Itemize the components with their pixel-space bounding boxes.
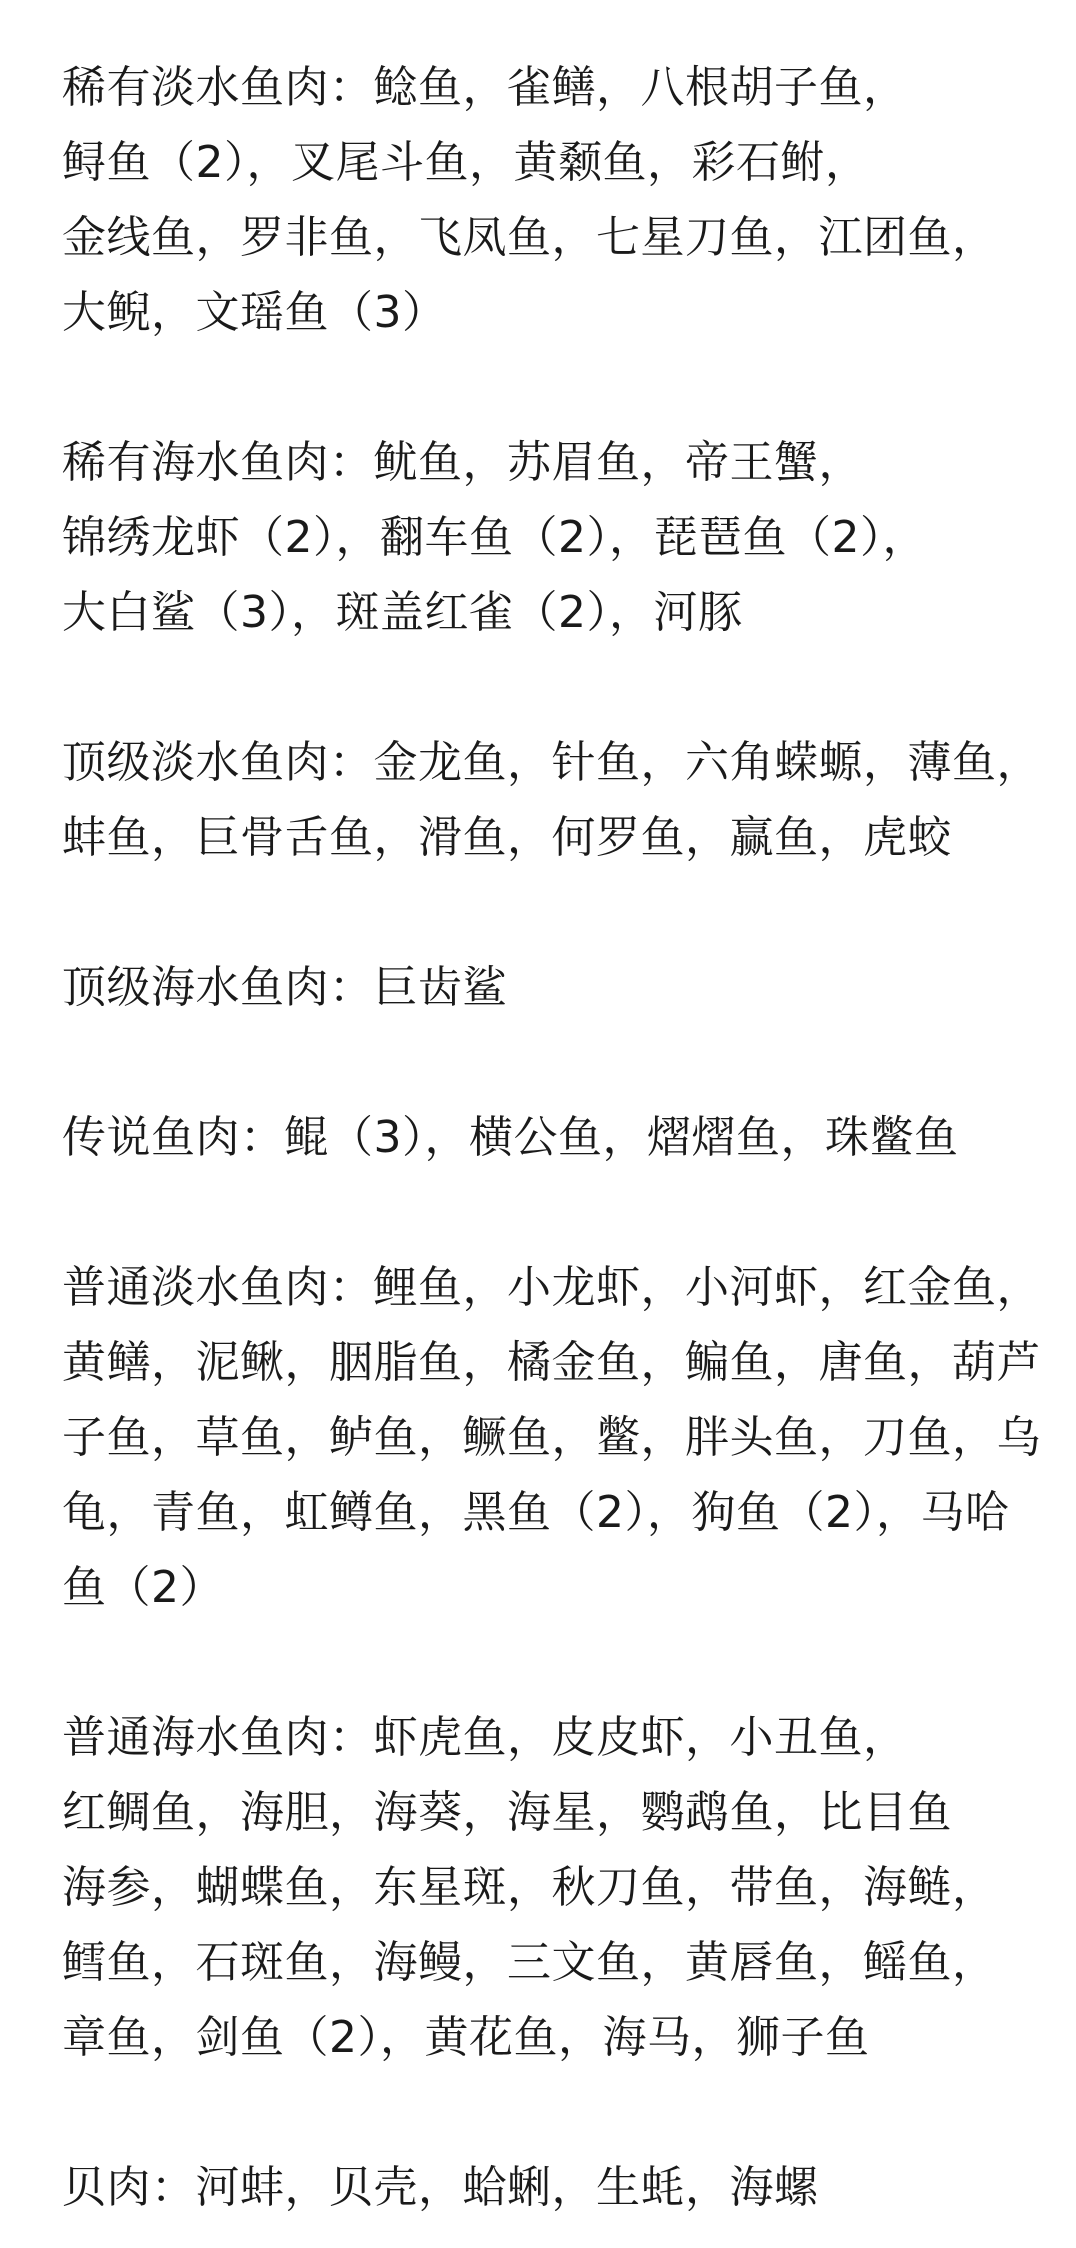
section-legendary [62,1100,1042,1175]
section-rare-saltwater [62,425,1042,650]
text-line: 普通淡水鱼肉：鲤鱼，小龙虾，小河虾，红金鱼， [62,1262,1041,1313]
text-line: 顶级海水鱼肉：巨齿鲨 [62,962,507,1013]
text-line: 黄鳝，泥鳅，胭脂鱼，橘金鱼，鳊鱼，唐鱼，葫芦 [62,1337,1041,1388]
text-line: 金线鱼，罗非鱼，飞凤鱼，七星刀鱼，江团鱼， [62,212,997,263]
section-top-saltwater [62,950,1042,1025]
section-common-saltwater [62,1700,1042,2075]
text-line: 海参，蝴蝶鱼，东星斑，秋刀鱼，带鱼，海鲢， [62,1862,997,1913]
text-line: 鱼（2） [62,1562,224,1613]
text-line: 子鱼，草鱼，鲈鱼，鳜鱼，鳖，胖头鱼，刀鱼，乌 [62,1412,1041,1463]
text-line: 贝肉：河蚌，贝壳，蛤蜊，生蚝，海螺 [62,2162,819,2213]
text-line: 稀有淡水鱼肉：鲶鱼，雀鳝，八根胡子鱼， [62,62,908,113]
text-line: 大白鲨（3），斑盖红雀（2），河豚 [62,587,743,638]
section-top-freshwater [62,725,1042,875]
document-body [62,50,1042,2225]
section-rare-freshwater [62,50,1042,350]
text-line: 红鲷鱼，海胆，海葵，海星，鹦鹉鱼，比目鱼 [62,1787,952,1838]
text-line: 锦绣龙虾（2），翻车鱼（2），琵琶鱼（2）， [62,512,927,563]
text-line: 鳕鱼，石斑鱼，海鳗，三文鱼，黄唇鱼，鳐鱼， [62,1937,997,1988]
text-line: 章鱼，剑鱼（2），黄花鱼，海马，狮子鱼 [62,2012,870,2063]
text-line: 大鲵，文瑶鱼（3） [62,287,447,338]
text-line: 蚌鱼，巨骨舌鱼，滑鱼，何罗鱼，赢鱼，虎蛟 [62,812,952,863]
text-line: 龟，青鱼，虹鳟鱼，黑鱼（2），狗鱼（2），马哈 [62,1487,1010,1538]
text-line: 稀有海水鱼肉：鱿鱼，苏眉鱼，帝王蟹， [62,437,863,488]
text-line: 鲟鱼（2），叉尾斗鱼，黄颡鱼，彩石鲋， [62,137,870,188]
text-line: 顶级淡水鱼肉：金龙鱼，针鱼，六角蝾螈，薄鱼， [62,737,1041,788]
section-common-freshwater [62,1250,1042,1625]
text-line: 传说鱼肉：鲲（3），横公鱼，熠熠鱼，珠鳖鱼 [62,1112,959,1163]
section-shellfish [62,2150,1042,2225]
text-line: 普通海水鱼肉：虾虎鱼，皮皮虾，小丑鱼， [62,1712,908,1763]
